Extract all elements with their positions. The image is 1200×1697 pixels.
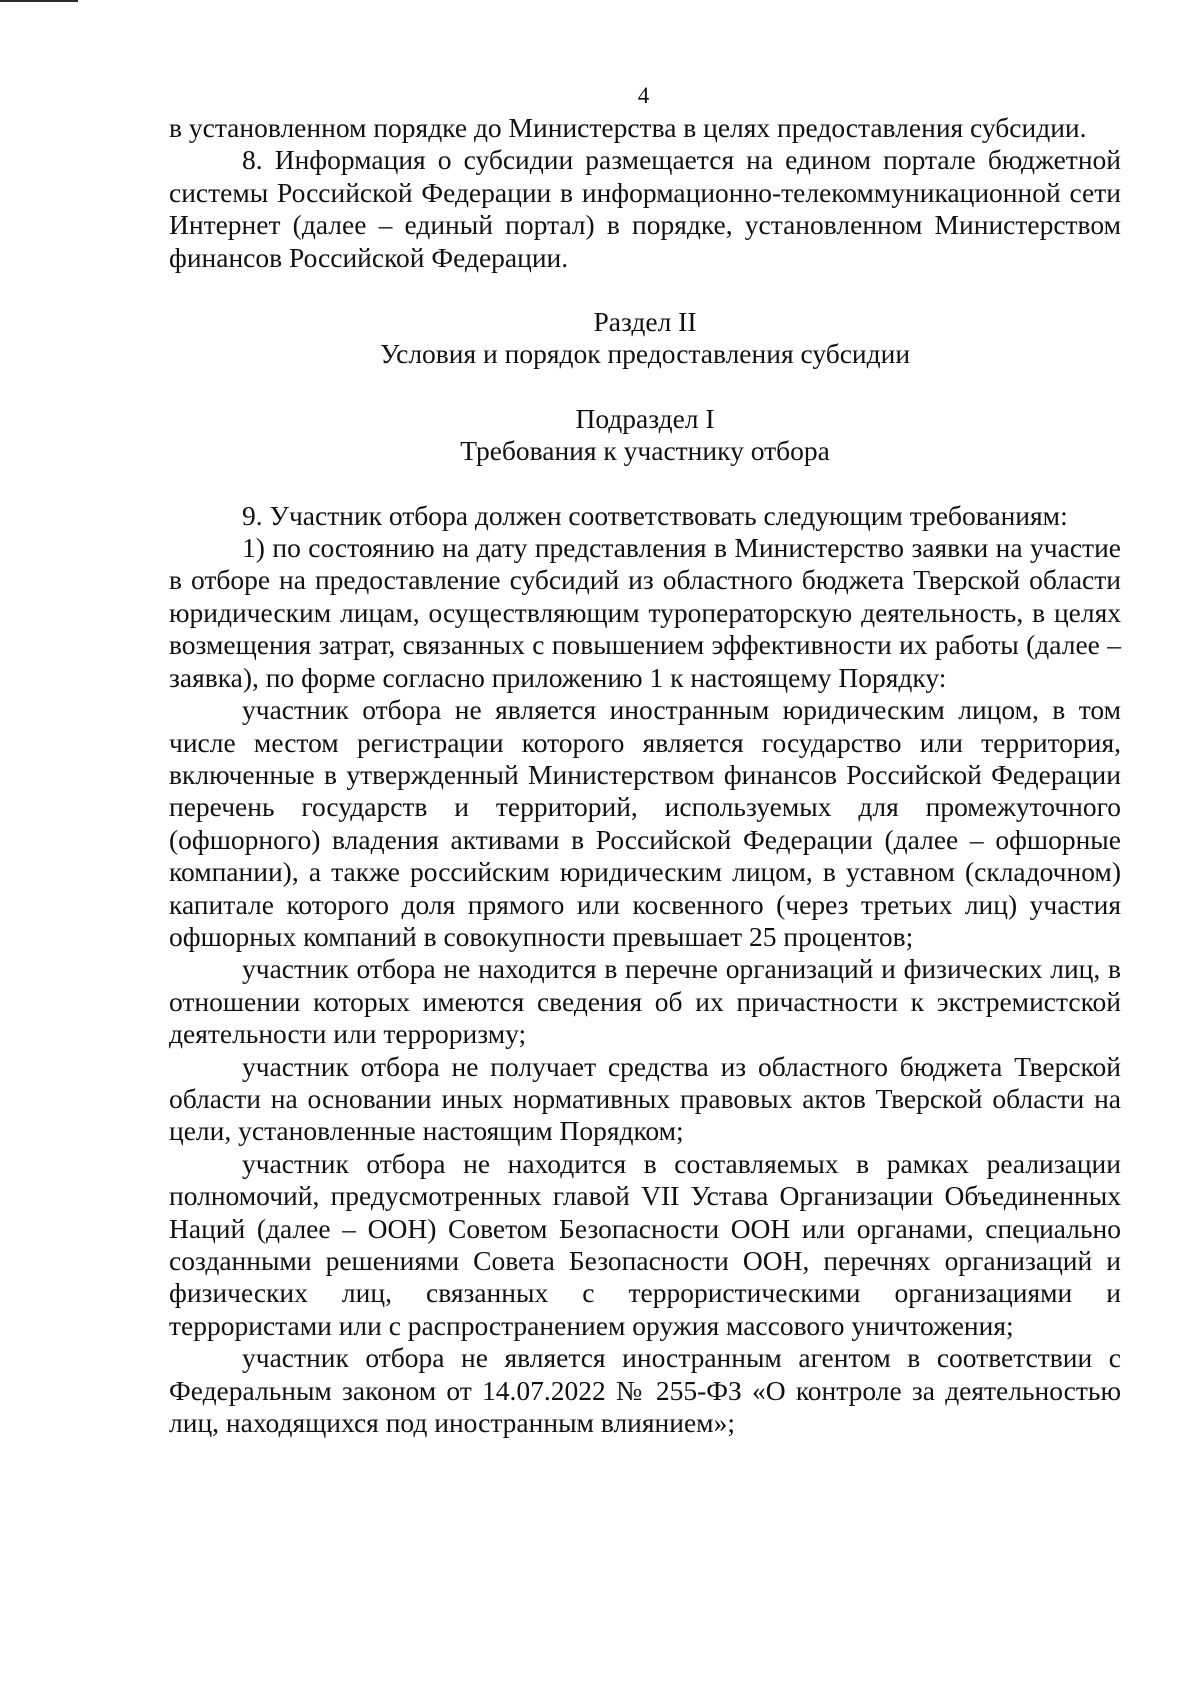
paragraph-item-9: 9. Участник отбора должен соответствовать следующим требованиям: [242,499,1068,531]
document-body [169,112,1121,1439]
page-number: 4 [637,83,650,108]
paragraph-requirement-offshore: участник отбора не является иностранным юридическим лицом, в том числе местом регистрации которого является государство или территория, включенные в утвержденный Министерством финансов Российской Федерации перечень государств и территорий, используемых для промежуточного (офшорного) владения активами в Российской Федерации (далее – офшорные компании), а также российским юридическим лицом, в уставном (складочном) капитале которого доля прямого или косвенного (через третьих лиц) участия офшорных компаний в совокупности превышает 25 процентов; [169,694,1121,952]
paragraph-requirement-budget: участник отбора не получает средства из областного бюджета Тверской области на основании иных нормативных правовых актов Тверской области на цели, установленные настоящим Порядком; [169,1050,1121,1147]
subsection-title: Подраздел I [575,402,715,434]
paragraph-requirement-un-lists: участник отбора не находится в составляемых в рамках реализации полномочий, предусмотренных главой VII Устава Организации Объединенных Наций (далее – ООН) Советом Безопасности ООН или органами, специально созданными решениями Совета Безопасности ООН, перечнях организаций и физических лиц, связанных с террористическими организациями и террористами или с распространением оружия массового уничтожения; [169,1147,1121,1341]
paragraph-item-8: 8. Информация о субсидии размещается на едином портале бюджетной системы Российской Федерации в информационно-телекоммуникационной сети Интернет (далее – единый портал) в порядке, установленном Министерством финансов Российской Федерации. [169,144,1121,273]
scan-edge-mark [0,0,78,2]
subsection-subtitle: Требования к участнику отбора [460,435,830,467]
paragraph-subitem-1: 1) по состоянию на дату представления в Министерство заявки на участие в отборе на предоставление субсидий из областного бюджета Тверской области юридическим лицам, осуществляющим туроператорскую деятельность, в целях возмещения затрат, связанных с повышением эффективности их работы (далее – заявка), по форме согласно приложению 1 к настоящему Порядку: [169,532,1121,693]
section-subtitle: Условия и порядок предоставления субсидии [379,338,911,370]
paragraph-continuation: в установленном порядке до Министерства в целях предоставления субсидии. [169,112,1087,143]
paragraph-requirement-foreign-agent: участник отбора не является иностранным агентом в соответствии с Федеральным законом от 14.07.2022 № 255-ФЗ «О контроле за деятельностью лиц, находящихся под иностранным влиянием»; [169,1342,1121,1439]
section-title: Раздел II [593,306,697,338]
paragraph-requirement-extremism: участник отбора не находится в перечне организаций и физических лиц, в отношении которых имеются сведения об их причастности к экстремистской деятельности или терроризму; [169,953,1121,1050]
